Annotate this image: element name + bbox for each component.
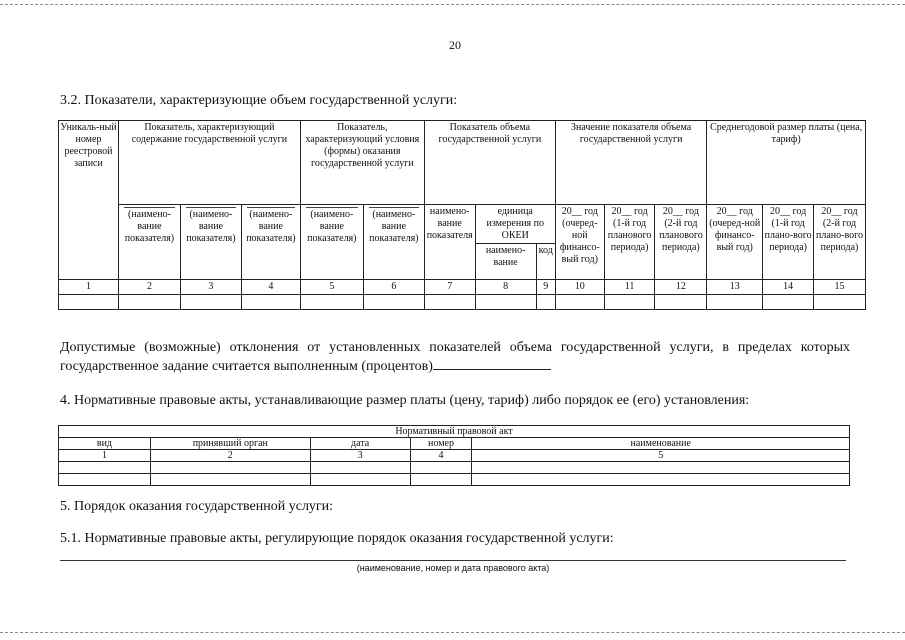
col-number: 4 <box>410 450 472 462</box>
page-number: 20 <box>449 38 461 52</box>
subheader-content-1: (наимено-вание показателя) <box>118 205 180 280</box>
section-5-heading: 5. Порядок оказания государственной услуги: <box>60 499 334 514</box>
empty-cell <box>410 462 472 474</box>
subheader-value-year-3: 20__ год (2-й год планового периода) <box>655 205 707 280</box>
col-number: 1 <box>59 280 119 295</box>
empty-cell <box>655 295 707 310</box>
subheader-price-year-1: 20__ год (очеред-ной финансо-вый год) <box>707 205 763 280</box>
table-row-empty <box>59 474 850 486</box>
header-date: дата <box>310 438 410 450</box>
empty-cell <box>410 474 472 486</box>
legal-act-caption: (наименование, номер и дата правового акта) <box>356 563 550 573</box>
col-number: 15 <box>814 280 866 295</box>
empty-cell <box>763 295 814 310</box>
header-content-indicator: Показатель, характеризующий содержание государственной услуги <box>118 121 300 205</box>
empty-cell <box>555 295 604 310</box>
empty-cell <box>536 295 555 310</box>
empty-cell <box>150 474 310 486</box>
col-number: 2 <box>150 450 310 462</box>
header-kind: вид <box>59 438 151 450</box>
col-number: 9 <box>536 280 555 295</box>
subheader-content-2: (наимено-вание показателя) <box>180 205 241 280</box>
empty-cell <box>59 462 151 474</box>
empty-cell <box>59 295 119 310</box>
col-number: 2 <box>118 280 180 295</box>
empty-cell <box>475 295 536 310</box>
col-number: 4 <box>241 280 300 295</box>
col-number: 5 <box>300 280 363 295</box>
empty-cell <box>472 462 850 474</box>
subheader-volume-name: наимено-вание показателя <box>424 205 475 280</box>
empty-cell <box>180 295 241 310</box>
header-value-indicator: Значение показателя объема государственной услуги <box>555 121 706 205</box>
col-number: 12 <box>655 280 707 295</box>
subheader-content-3: (наимено-вание показателя) <box>241 205 300 280</box>
empty-cell <box>118 295 180 310</box>
header-issuing-body: принявший орган <box>150 438 310 450</box>
subheader-conditions-2: (наимено-вание показателя) <box>363 205 424 280</box>
empty-cell <box>814 295 866 310</box>
col-number: 10 <box>555 280 604 295</box>
subheader-unit-code: код <box>536 244 555 280</box>
subheader-price-year-3: 20__ год (2-й год плано-вого периода) <box>814 205 866 280</box>
header-number: номер <box>410 438 472 450</box>
col-number: 3 <box>180 280 241 295</box>
table-row-empty <box>59 462 850 474</box>
col-number: 6 <box>363 280 424 295</box>
header-volume-indicator: Показатель объема государственной услуги <box>424 121 555 205</box>
empty-cell <box>310 474 410 486</box>
empty-cell <box>424 295 475 310</box>
col-number: 7 <box>424 280 475 295</box>
header-unique-number: Уникаль-ный номер реестровой записи <box>59 121 119 280</box>
subheader-value-year-1: 20__ год (очеред-ной финансо-вый год) <box>555 205 604 280</box>
empty-cell <box>707 295 763 310</box>
col-number: 8 <box>475 280 536 295</box>
legal-act-title: Нормативный правовой акт <box>59 426 850 438</box>
table-row-empty <box>59 295 866 310</box>
subheader-value-year-2: 20__ год (1-й год планового периода) <box>604 205 655 280</box>
col-number: 11 <box>604 280 655 295</box>
empty-cell <box>300 295 363 310</box>
col-number: 5 <box>472 450 850 462</box>
col-number: 13 <box>707 280 763 295</box>
empty-cell <box>472 474 850 486</box>
col-number: 14 <box>763 280 814 295</box>
legal-act-blank-line <box>60 560 846 561</box>
col-number: 1 <box>59 450 151 462</box>
empty-cell <box>310 462 410 474</box>
header-title: наименование <box>472 438 850 450</box>
subheader-conditions-1: (наимено-вание показателя) <box>300 205 363 280</box>
deviation-text: Допустимые (возможные) отклонения от установленных показателей объема государственной услуги, в пределах которых государственное задание считается выполненным (процентов) <box>60 340 850 374</box>
percent-blank-line <box>433 357 551 370</box>
volume-indicators-table <box>58 120 866 310</box>
empty-cell <box>59 474 151 486</box>
col-number: 3 <box>310 450 410 462</box>
empty-cell <box>241 295 300 310</box>
subheader-price-year-2: 20__ год (1-й год плано-вого периода) <box>763 205 814 280</box>
empty-cell <box>150 462 310 474</box>
empty-cell <box>604 295 655 310</box>
header-average-price: Среднегодовой размер платы (цена, тариф) <box>707 121 866 205</box>
section-3-2-heading: 3.2. Показатели, характеризующие объем государственной услуги: <box>60 93 458 108</box>
subheader-unit: единица измерения по ОКЕИ <box>475 205 555 244</box>
price-legal-acts-table <box>58 425 850 486</box>
subheader-unit-name: наимено-вание <box>475 244 536 280</box>
header-conditions-indicator: Показатель, характеризующий условия (формы) оказания государственной услуги <box>300 121 424 205</box>
page-bottom-edge <box>0 632 905 633</box>
section-5-1-heading: 5.1. Нормативные правовые акты, регулирующие порядок оказания государственной услуги: <box>60 531 614 546</box>
empty-cell <box>363 295 424 310</box>
section-4-heading: 4. Нормативные правовые акты, устанавливающие размер платы (цену, тариф) либо порядок ее (его) установления: <box>60 393 750 408</box>
page-top-edge <box>0 4 905 5</box>
